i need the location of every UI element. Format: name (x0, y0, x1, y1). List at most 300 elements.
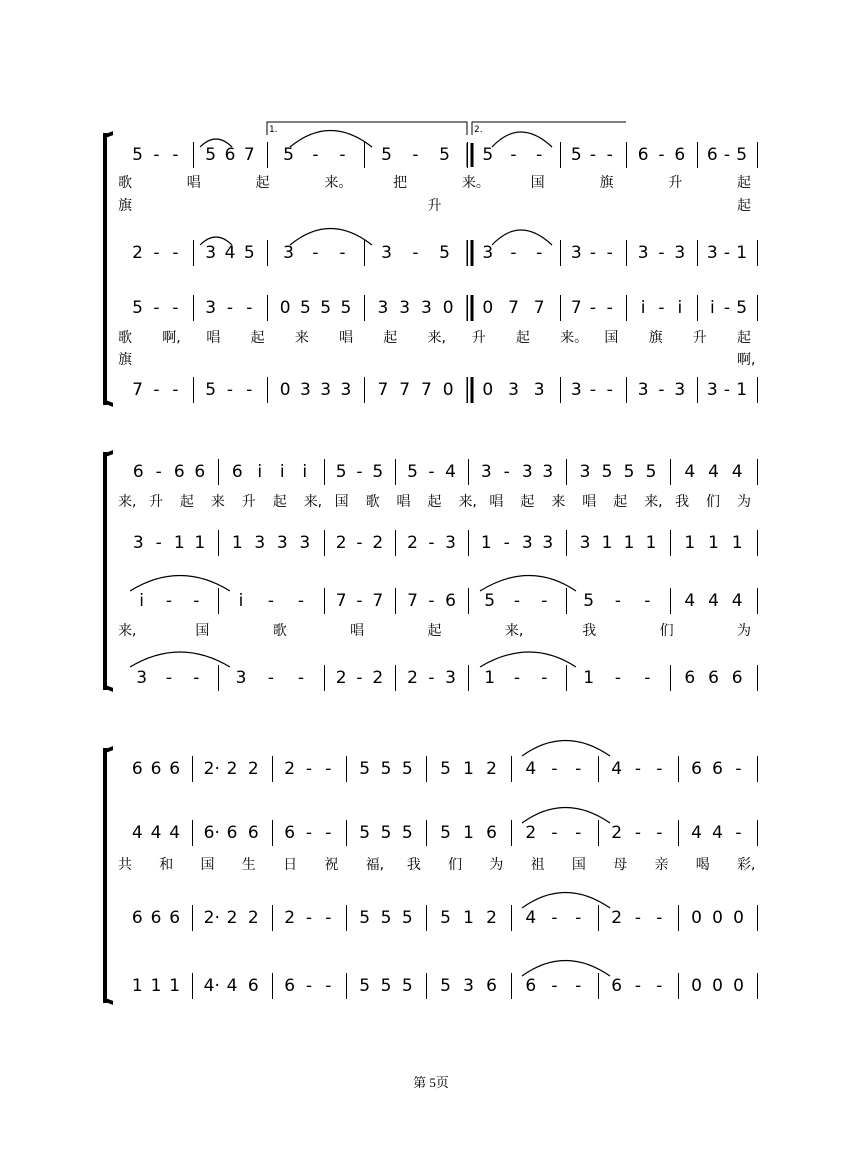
lyric-syllable: 升 (471, 330, 486, 346)
lyric-syllable: 旗 (118, 352, 132, 368)
note: 1 (150, 976, 162, 996)
lyric-syllable: 起 (272, 494, 287, 510)
note: 1 (736, 243, 748, 263)
note: 6 (486, 976, 497, 996)
note: 6 (284, 976, 296, 996)
note: 0 (691, 908, 702, 928)
note: 2 (284, 908, 296, 928)
lyric-syllable: 起 (179, 494, 194, 510)
note: 4 (224, 243, 236, 263)
note: 5 (601, 462, 613, 482)
note: - (153, 243, 160, 263)
note: - (246, 380, 253, 400)
note: 5 (205, 145, 217, 165)
note: 6 (712, 759, 723, 779)
note: - (312, 145, 319, 165)
note: 6 (169, 759, 181, 779)
note: 5 (335, 462, 347, 482)
note: - (356, 668, 363, 688)
note: 6· (203, 823, 220, 843)
note: 4 (525, 908, 537, 928)
note: - (305, 823, 313, 843)
note: 3 (420, 298, 432, 318)
note: 4 (169, 823, 181, 843)
note: 3 (542, 462, 554, 482)
volta-1-bracket (267, 122, 467, 135)
note: 2 (372, 533, 384, 553)
slur-arc (290, 229, 372, 246)
slur-arc (492, 230, 552, 245)
note: - (551, 976, 558, 996)
slur-arc (130, 652, 230, 667)
note: 2 (226, 908, 238, 928)
note: - (634, 823, 642, 843)
note: 6 (708, 668, 719, 688)
lyric-syllable: 歌 (272, 623, 287, 639)
note: i (238, 591, 244, 611)
lyric-syllable: 来。 (461, 175, 490, 191)
note: 7 (243, 145, 255, 165)
note: 4 (731, 591, 743, 611)
note: - (193, 591, 200, 611)
note: 5 (132, 298, 143, 318)
note: 5 (320, 298, 332, 318)
lyric-syllable: 升 (427, 198, 442, 214)
note: 3 (445, 668, 456, 688)
lyric-syllable: 国 (195, 623, 210, 639)
note: - (153, 145, 160, 165)
lyric-syllable: 起 (737, 198, 751, 214)
note: 1 (583, 668, 595, 688)
lyric-syllable: 来。 (324, 175, 353, 191)
note: - (503, 462, 510, 482)
note: - (723, 380, 731, 400)
note: - (193, 668, 200, 688)
note: 7 (407, 591, 418, 611)
note: 5 (401, 908, 413, 928)
lyric-syllable: 啊, (737, 352, 756, 368)
note: - (614, 668, 622, 688)
volta-2-bracket (472, 122, 626, 135)
note: 3 (377, 298, 389, 318)
note: - (172, 380, 179, 400)
note: 6 (226, 823, 238, 843)
lyric-syllable: 为 (737, 494, 751, 510)
note: 1 (623, 533, 635, 553)
lyric-syllable: 我 (675, 494, 690, 510)
lyric-syllable: 为 (737, 623, 751, 639)
note: 5 (736, 145, 748, 165)
note: - (606, 145, 613, 165)
note: 5 (645, 462, 657, 482)
note: - (634, 759, 642, 779)
note: - (339, 243, 346, 263)
note: - (267, 591, 275, 611)
note: 3 (283, 243, 294, 263)
slur-arc (200, 237, 232, 245)
note: - (658, 145, 665, 165)
note: - (305, 976, 313, 996)
note: 5 (440, 823, 451, 843)
note: 2· (203, 759, 220, 779)
note: 2 (247, 908, 259, 928)
note: - (589, 243, 597, 263)
note: 5 (482, 145, 494, 165)
note: 4 (131, 823, 143, 843)
note: - (172, 298, 179, 318)
note: 3 (299, 533, 311, 553)
note: 5 (401, 759, 413, 779)
note: 6 (486, 823, 497, 843)
note: 3 (205, 298, 217, 318)
note: 4 (712, 823, 723, 843)
note: - (165, 668, 173, 688)
slur-arc (522, 893, 610, 909)
note: 3 (399, 298, 411, 318)
note: 1 (231, 533, 243, 553)
note: 2 (486, 908, 497, 928)
note: 3 (132, 533, 144, 553)
lyric-syllable: 起 (737, 175, 751, 191)
slur-arc (480, 652, 576, 667)
note: 2· (203, 908, 220, 928)
lyric-syllable: 旗 (648, 330, 663, 346)
lyric-syllable: 国 (200, 857, 215, 873)
lyric-syllable: 啊, (162, 330, 181, 346)
note: - (551, 823, 558, 843)
note: 3 (521, 533, 533, 553)
note: 6 (173, 462, 185, 482)
lyric-syllable: 起 (250, 330, 265, 346)
note: 5 (243, 243, 255, 263)
note: 4 (611, 759, 623, 779)
note: 5 (283, 145, 294, 165)
note: 6 (684, 668, 696, 688)
note: - (155, 462, 162, 482)
note: 5 (380, 908, 392, 928)
note: 3 (445, 533, 456, 553)
note: 5 (359, 908, 371, 928)
note: 2 (525, 823, 537, 843)
note: 5 (359, 759, 371, 779)
note: 1 (169, 976, 181, 996)
note: 6 (706, 145, 718, 165)
note: 3 (508, 380, 519, 400)
note: - (325, 908, 332, 928)
note: 2 (247, 759, 259, 779)
note: 2 (226, 759, 238, 779)
note: 3 (381, 243, 392, 263)
note: 1 (601, 533, 613, 553)
lyric-syllable: 国 (334, 494, 349, 510)
note: - (723, 298, 731, 318)
lyric-syllable: 国 (571, 857, 586, 873)
note: - (503, 533, 510, 553)
note: i (677, 298, 683, 318)
note: 6 (284, 823, 296, 843)
note: - (246, 298, 253, 318)
note: 1 (708, 533, 719, 553)
note: 4 (708, 591, 719, 611)
note: - (614, 591, 622, 611)
lyric-syllable: 们 (706, 494, 721, 510)
note: 3 (299, 380, 311, 400)
lyric-syllable: 们 (448, 857, 463, 873)
lyric-syllable: 来, (118, 623, 137, 639)
note: 6 (674, 145, 686, 165)
note: 0 (733, 908, 744, 928)
note: 3 (136, 668, 148, 688)
note: 6 (611, 976, 623, 996)
note: 5 (381, 145, 392, 165)
note: - (656, 908, 663, 928)
note: 7 (132, 380, 143, 400)
note: - (356, 462, 363, 482)
page-number: 第 5页 (413, 1075, 449, 1090)
note: - (644, 591, 651, 611)
slur-arc (522, 961, 610, 977)
lyric-syllable: 唱 (582, 494, 597, 510)
note: 3 (340, 380, 352, 400)
note: - (589, 145, 597, 165)
lyric-syllable: 国 (604, 330, 619, 346)
note: - (658, 243, 665, 263)
lyric-syllable: 唱 (489, 494, 504, 510)
note: 1 (731, 533, 743, 553)
note: - (589, 380, 597, 400)
note: - (656, 823, 663, 843)
slur-arc (522, 808, 610, 824)
lyric-syllable: 祖 (530, 857, 545, 873)
lyric-syllable: 国 (530, 175, 545, 191)
note: 6 (247, 823, 259, 843)
lyric-syllable: 唱 (350, 623, 365, 639)
note: 4 (525, 759, 537, 779)
note: 6 (169, 908, 181, 928)
note: 5 (372, 462, 384, 482)
note: 3 (205, 243, 217, 263)
note: - (589, 298, 597, 318)
note: 1 (194, 533, 206, 553)
note: 5 (439, 145, 450, 165)
lyric-syllable: 日 (283, 857, 298, 873)
note: 3 (570, 380, 582, 400)
note: 4 (691, 823, 702, 843)
lyric-syllable: 共 (118, 857, 132, 873)
note: 6 (132, 462, 144, 482)
note: 4 (226, 976, 238, 996)
note: 7 (399, 380, 411, 400)
lyric-syllable: 把 (393, 175, 408, 191)
lyric-syllable: 来, (427, 330, 446, 346)
note: - (513, 668, 521, 688)
note: - (510, 145, 517, 165)
lyric-syllable: 唱 (206, 330, 221, 346)
lyric-syllable: 来。 (560, 330, 589, 346)
note: i (257, 462, 263, 482)
note: 4 (684, 462, 696, 482)
note: 3 (542, 533, 554, 553)
note: - (412, 145, 419, 165)
note: 5 (623, 462, 635, 482)
note: 5 (440, 976, 451, 996)
note: - (172, 145, 179, 165)
note: 1 (736, 380, 748, 400)
note: 6 (224, 145, 236, 165)
note: - (723, 145, 731, 165)
note: 6 (731, 668, 743, 688)
note: 3 (674, 380, 686, 400)
lyric-syllable: 彩, (737, 857, 756, 873)
note: 5 (340, 298, 352, 318)
note: 0 (733, 976, 744, 996)
note: 1 (131, 976, 143, 996)
note: 2 (372, 668, 384, 688)
note: 5 (439, 243, 450, 263)
note: - (356, 533, 363, 553)
note: - (153, 380, 160, 400)
note: 6 (247, 976, 259, 996)
note: 6 (150, 908, 162, 928)
lyric-syllable: 歌 (118, 175, 132, 191)
note: 6 (231, 462, 243, 482)
note: 5 (583, 591, 595, 611)
note: 2 (284, 759, 296, 779)
note: 4 (684, 591, 696, 611)
note: 5 (570, 145, 582, 165)
note: i (640, 298, 646, 318)
note: - (735, 759, 742, 779)
note: 5 (440, 759, 451, 779)
note: 3 (706, 380, 718, 400)
note: 5 (401, 976, 413, 996)
note: - (723, 243, 731, 263)
note: 3 (637, 380, 649, 400)
note: 3 (579, 462, 591, 482)
note: - (172, 243, 179, 263)
note: 3 (480, 462, 492, 482)
note: 5 (380, 823, 392, 843)
lyric-syllable: 祝 (324, 857, 339, 873)
note: 5 (407, 462, 418, 482)
note: 0 (442, 298, 454, 318)
lyric-syllable: 为 (489, 857, 504, 873)
lyric-syllable: 来, (458, 494, 477, 510)
lyric-syllable: 旗 (118, 198, 132, 214)
lyric-syllable: 喝 (695, 857, 710, 873)
lyric-syllable: 唱 (396, 494, 411, 510)
slur-arc (522, 741, 610, 757)
note: 2 (611, 908, 623, 928)
note: 6 (525, 976, 537, 996)
note: - (226, 298, 234, 318)
lyric-syllable: 升 (148, 494, 163, 510)
note: 5 (132, 145, 143, 165)
note: i (139, 591, 145, 611)
note: 3 (521, 462, 533, 482)
note: 6 (150, 759, 162, 779)
note: - (656, 759, 663, 779)
lyric-syllable: 起 (427, 494, 442, 510)
note: 3 (463, 976, 474, 996)
note: 7 (372, 591, 384, 611)
lyric-syllable: 来, (504, 623, 524, 639)
note: 2 (486, 759, 497, 779)
note: 3 (570, 243, 582, 263)
note: 6 (691, 759, 702, 779)
lyric-syllable: 们 (659, 623, 674, 639)
note: 2 (335, 533, 347, 553)
note: - (575, 976, 582, 996)
note: - (634, 908, 642, 928)
note: 0 (712, 976, 723, 996)
note: - (226, 380, 234, 400)
lyric-syllable: 亲 (654, 857, 669, 873)
lyric-syllable: 生 (241, 857, 256, 873)
note: 1 (480, 533, 492, 553)
note: 7 (570, 298, 582, 318)
note: - (541, 668, 548, 688)
note: 3 (637, 243, 649, 263)
note: - (606, 380, 613, 400)
note: - (428, 462, 435, 482)
volta-2-label: 2. (474, 125, 483, 135)
lyric-syllable: 歌 (365, 494, 380, 510)
note: - (551, 908, 558, 928)
lyric-syllable: 升 (668, 175, 683, 191)
note: - (606, 298, 613, 318)
note: - (735, 823, 742, 843)
note: 5 (440, 908, 451, 928)
lyric-syllable: 升 (692, 330, 707, 346)
note: 3 (533, 380, 545, 400)
note: 5 (401, 823, 413, 843)
note: 2 (407, 533, 418, 553)
note: 5 (299, 298, 311, 318)
lyric-syllable: 来, (118, 494, 137, 510)
note: 6 (194, 462, 206, 482)
lyric-syllable: 旗 (599, 175, 614, 191)
note: 6 (637, 145, 649, 165)
note: 4 (731, 462, 743, 482)
note: 1 (463, 759, 474, 779)
note: 6 (131, 759, 143, 779)
lyric-syllable: 来, (303, 494, 323, 510)
lyric-syllable: 来 (210, 494, 225, 510)
note: - (297, 591, 305, 611)
note: 4· (203, 976, 220, 996)
note: - (428, 533, 435, 553)
note: 3 (674, 243, 686, 263)
note: 2 (611, 823, 623, 843)
note: 6 (445, 591, 456, 611)
note: - (153, 298, 160, 318)
note: 2 (407, 668, 418, 688)
note: - (325, 759, 332, 779)
note: - (325, 823, 332, 843)
note: - (575, 908, 582, 928)
note: i (709, 298, 715, 318)
note: 7 (508, 298, 519, 318)
note: 0 (279, 380, 291, 400)
lyric-syllable: 升 (241, 494, 256, 510)
note: - (356, 591, 363, 611)
note: 7 (377, 380, 389, 400)
lyric-syllable: 我 (582, 623, 597, 639)
note: - (412, 243, 419, 263)
note: - (658, 298, 665, 318)
note: - (551, 759, 558, 779)
